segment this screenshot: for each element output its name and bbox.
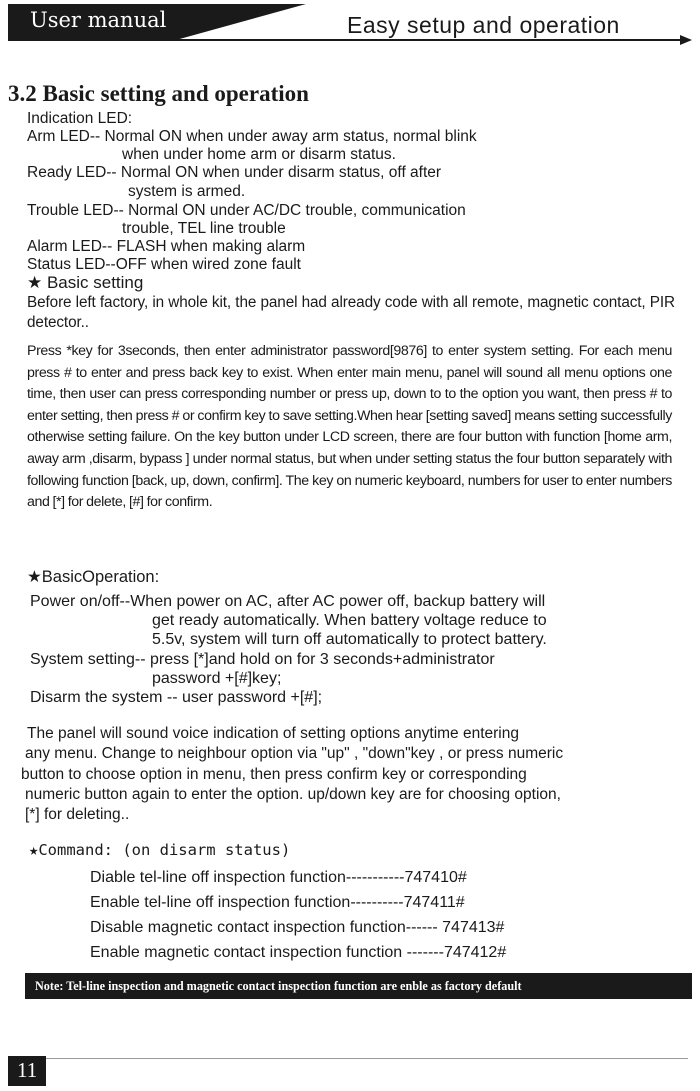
command-item: Diable tel-line off inspection function-----------747410# (90, 869, 467, 886)
led-line: trouble, TEL line trouble (122, 220, 286, 237)
operation-line: password +[#]key; (152, 670, 282, 687)
arrow-right-icon (680, 35, 692, 45)
header-tab (8, 4, 178, 40)
menu-line: button to choose option in menu, then press confirm key or corresponding (21, 766, 527, 783)
menu-line: [*] for deleting.. (25, 806, 130, 823)
indication-heading: Indication LED: (27, 110, 133, 127)
led-line: system is armed. (128, 183, 246, 200)
menu-line: any menu. Change to neighbour option via "up" , "down"key , or press numeric (25, 745, 564, 762)
command-heading: ★Command: (on disarm status) (29, 841, 291, 859)
basic-setting-body: Press *key for 3seconds, then enter administrator password[9876] to enter system setting. For each menu press # to enter and press back key to exist. When enter main menu, panel will sound all menu options one time, then user can press corresponding number or press up, down to to the option you want, then press # to enter setting, then press # or confirm key to save setting.When hear [setting saved] means setting successfully otherwise setting failure. On the key button under LCD screen, there are four button with function [home arm, away arm ,disarm, bypass ] under normal status, but when under setting status the four button separately with following function [back, up, down, confirm]. The key on numeric keyboard, numbers for user to enter numbers and [*] for delete, [#] for confirm. (27, 343, 672, 511)
led-line: Arm LED-- Normal ON when under away arm status, normal blink (27, 128, 477, 145)
operation-line: Disarm the system -- user password +[#]; (30, 689, 323, 706)
led-line: Ready LED-- Normal ON when under disarm status, off after (27, 164, 442, 181)
led-line: Alarm LED-- FLASH when making alarm (27, 238, 306, 255)
note-bar (25, 973, 692, 999)
page-number: 11 (17, 1058, 38, 1082)
command-item: Disable magnetic contact inspection function------ 747413# (90, 919, 505, 936)
menu-line: numeric button again to enter the option. up/down key are for choosing option, (25, 786, 561, 803)
led-line: Trouble LED-- Normal ON under AC/DC trouble, communication (27, 202, 466, 219)
operation-line: 5.5v, system will turn off automatically to protect battery. (152, 631, 547, 648)
led-line: Status LED--OFF when wired zone fault (27, 256, 301, 273)
section-title: 3.2 Basic setting and operation (8, 81, 309, 106)
basic-setting-heading: ★ Basic setting (27, 273, 144, 292)
command-item: Enable tel-line off inspection function----------747411# (90, 894, 465, 911)
header-slant (176, 4, 306, 40)
basic-operation-heading: ★BasicOperation: (27, 568, 160, 586)
menu-line: The panel will sound voice indication of setting options anytime entering (27, 725, 519, 742)
manual-title: User manual (30, 8, 167, 32)
footer-rule (8, 1058, 688, 1059)
operation-line: Power on/off--When power on AC, after AC power off, backup battery will (30, 593, 546, 610)
basic-setting-intro: Before left factory, in whole kit, the panel had already code with all remote, magnetic contact, PIR detector.. (27, 294, 675, 331)
chapter-title: Easy setup and operation (347, 12, 620, 38)
command-item: Enable magnetic contact inspection function -------747412# (90, 944, 507, 961)
header-rule (8, 39, 688, 41)
led-line: when under home arm or disarm status. (122, 146, 396, 163)
operation-line: get ready automatically. When battery voltage reduce to (152, 612, 547, 629)
page-number-badge (8, 1056, 46, 1086)
operation-line: System setting-- press [*]and hold on for 3 seconds+administrator (30, 651, 495, 668)
note-text: Note: Tel-line inspection and magnetic contact inspection function are enble as factory default (35, 979, 522, 993)
